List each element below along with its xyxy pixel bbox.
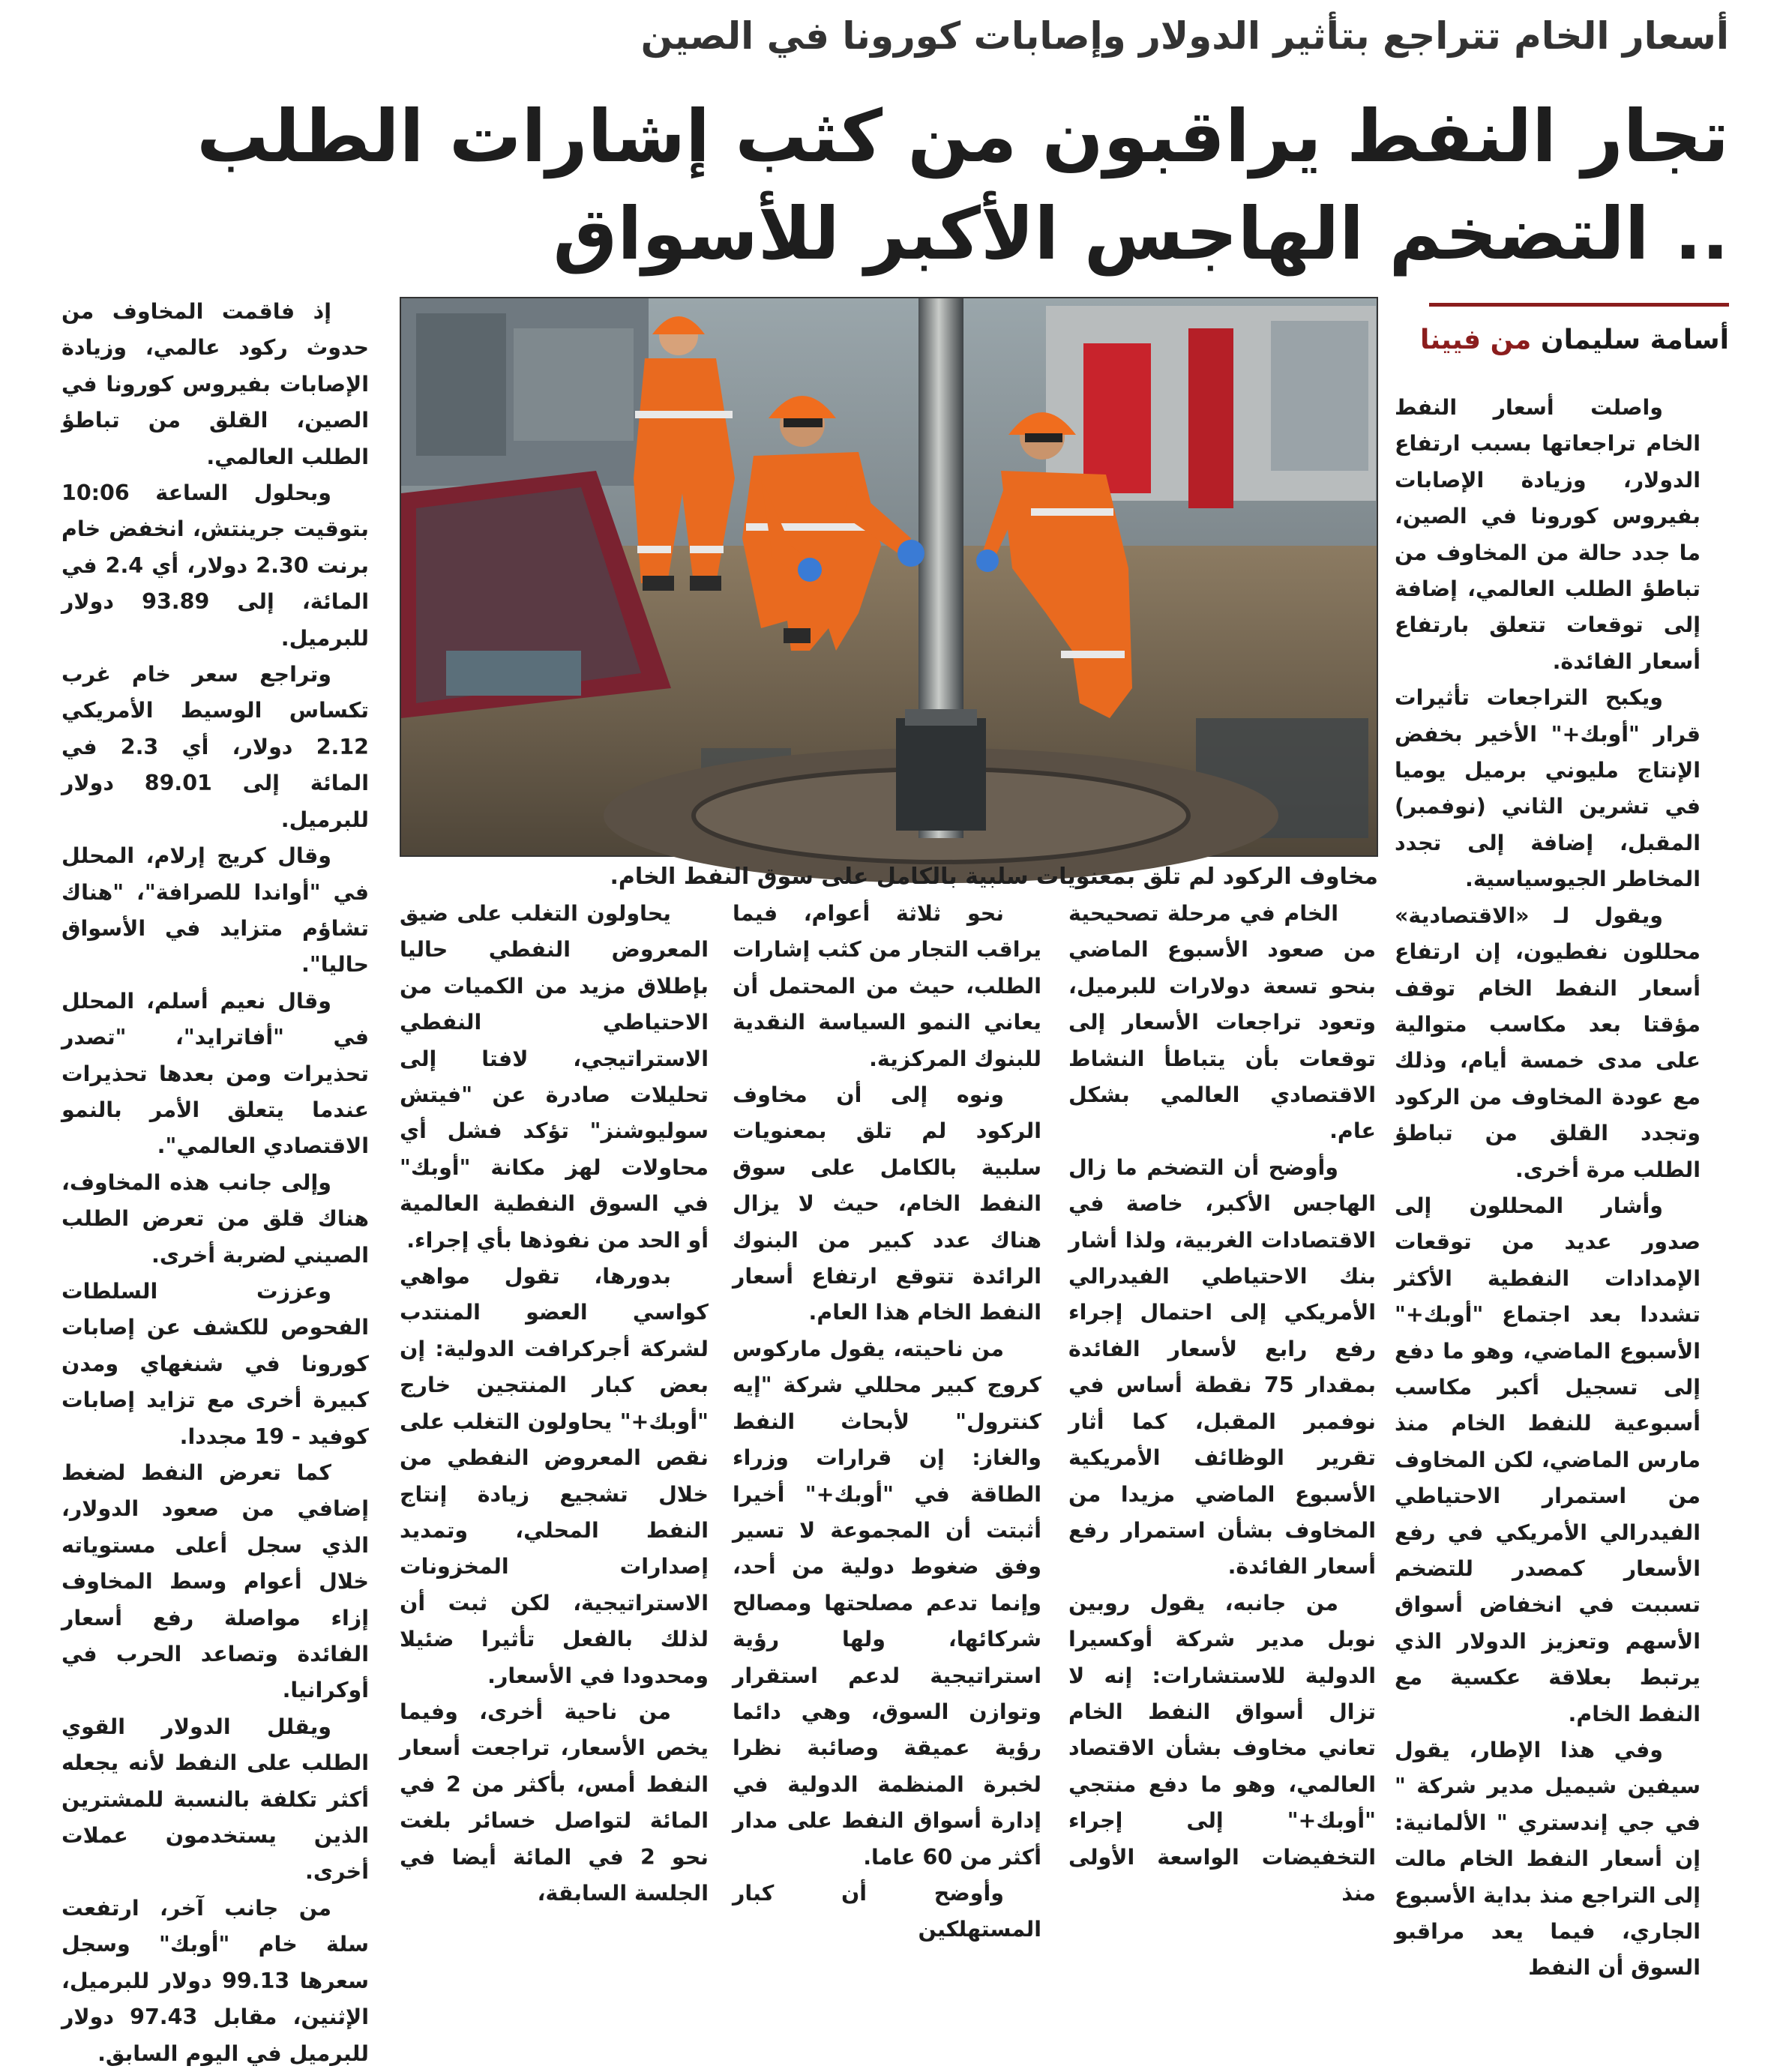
paragraph: وبحلول الساعة 10:06 بتوقيت جرينتش، انخفض خام برنت 2.30 دولار، أي 2.4 في المائة، إلى 93.89 دولار للبرميل.: [61, 481, 369, 651]
byline-location: من فيينا: [1419, 325, 1532, 355]
paragraph: بدورها، تقول مواهي كواسي العضو المنتدب لشركة أجركرافت الدولية: إن بعض كبار المنتجين خارج "أوبك+" يحاولون التغلب على نقص المعروض النفطي من خلال تشجيع زيادة إنتاج النفط المحلي، وتمديد إصدارات المخزونات الاستراتيجية، لكن ثبت أن لذلك بالفعل تأثيرا ضئيلا ومحدودا في الأسعار.: [400, 1264, 709, 1688]
article-column-2: [1068, 896, 1376, 1906]
paragraph: إذ فاقمت المخاوف من حدوث ركود عالمي، وزيادة الإصابات بفيروس كورونا في الصين، القلق من تباطؤ الطلب العالمي.: [61, 299, 369, 469]
paragraph: ويكبح التراجعات تأثيرات قرار "أوبك+" الأخير بخفض الإنتاج مليوني برميل يوميا في تشرين الثاني (نوفمبر) المقبل، إضافة إلى تجدد المخاطر الجيوسياسية.: [1395, 685, 1701, 892]
paragraph: يحاولون التغلب على ضيق المعروض النفطي حاليا بإطلاق مزيد من الكميات من الاحتياطي النفطي الاستراتيجي، لافتا إلى تحليلات صادرة عن "فيتش سوليوشنز" تؤكد فشل أي محاولات لهز مكانة "أوبك" في السوق النفطية العالمية أو الحد من نفوذها بأي إجراء.: [400, 901, 709, 1253]
paragraph: وفي هذا الإطار، يقول سيفين شيميل مدير شركة " في جي إندستري " الألمانية: إن أسعار النفط الخام مالت إلى التراجع منذ بداية الأسبوع الجاري، فيما يعد مراقبو السوق أن النفط: [1395, 1738, 1701, 1981]
byline: [1414, 325, 1729, 355]
paragraph: من ناحية أخرى، وفيما يخص الأسعار، تراجعت أسعار النفط أمس، بأكثر من 2 في المائة لتواصل خسائر بلغت نحو 2 في المائة أيضا في الجلسة السابقة،: [400, 1699, 709, 1906]
photo-caption: مخاوف الركود لم تلق بمعنويات سلبية بالكامل على سوق النفط الخام.: [610, 864, 1378, 890]
paragraph: ونوه إلى أن مخاوف الركود لم تلق بمعنويات سلبية بالكامل على سوق النفط الخام، حيث لا يزال هناك عدد كبير من البنوك الرائدة تتوقع ارتفاع أسعار النفط الخام هذا العام.: [733, 1082, 1041, 1325]
paragraph: وقال نعيم أسلم، المحلل في "أفاترايد"، "تصدر تحذيرات ومن بعدها تحذيرات عندما يتعلق الأمر بالنمو الاقتصادي العالمي".: [61, 988, 369, 1159]
article-photo: [400, 297, 1378, 857]
paragraph: وإلى جانب هذه المخاوف، هناك قلق من تعرض الطلب الصيني لضربة أخرى.: [61, 1169, 369, 1268]
paragraph: وأوضح أن التضخم ما زال الهاجس الأكبر، خاصة في الاقتصادات الغربية، ولذا أشار بنك الاحتياطي الفيدرالي الأمريكي إلى احتمال إجراء رفع رابع لأسعار الفائدة بمقدار 75 نقطة أساس في نوفمبر المقبل، كما أثار تقرير الوظائف الأمريكية الأسبوع الماضي مزيدا من المخاوف بشأن استمرار رفع أسعار الفائدة.: [1068, 1154, 1376, 1579]
paragraph: من جانبه، يقول روبين نوبل مدير شركة أوكسيرا الدولية للاستشارات: إنه لا تزال أسواق النفط الخام تعاني مخاوف بشأن الاقتصاد العالمي، وهو ما دفع منتجي "أوبك+" إلى إجراء التخفيضات الواسعة الأولى منذ: [1068, 1590, 1376, 1906]
article-column-1: [1395, 390, 1701, 1981]
byline-author: أسامة سليمان: [1540, 325, 1729, 355]
article-kicker: أسعار الخام تتراجع بتأثير الدولار وإصابات كورونا في الصين: [640, 14, 1729, 58]
article-headline: تجار النفط يراقبون من كثب إشارات الطلب .. التضخم الهاجس الأكبر للأسواق: [196, 94, 1729, 276]
paragraph: وتراجع سعر خام غرب تكساس الوسيط الأمريكي 2.12 دولار، أي 2.3 في المائة إلى 89.01 دولار للبرميل.: [61, 662, 370, 832]
paragraph: ويقول لـ «الاقتصادية» محللون نفطيون، إن ارتفاع أسعار النفط الخام توقف مؤقتا بعد مكاسب متوالية على مدى خمسة أيام، وذلك مع عودة المخاوف من الركود وتجدد القلق من تباطؤ الطلب مرة أخرى.: [1395, 903, 1701, 1182]
article-column-3: [733, 896, 1041, 1942]
paragraph: من ناحيته، يقول ماركوس كروج كبير محللي شركة "إيه كنترول" لأبحاث النفط والغاز: إن قرارات وزراء الطاقة في "أوبك+" أخيرا أثبتت أن المجموعة لا تسير وفق ضغوط دولية من أحد، وإنما تدعم مصلحتها ومصالح شركائها، ولها رؤية استراتيجية لدعم استقرار وتوازن السوق، وهي دائما رؤية عميقة وصائبة نظرا لخبرة المنظمة الدولية في إدارة أسواق النفط على مدار أكثر من 60 عاما.: [733, 1336, 1041, 1870]
article-column-5: [61, 294, 370, 2066]
paragraph: نحو ثلاثة أعوام، فيما يراقب التجار من كثب إشارات الطلب، حيث من المحتمل أن يعاني النمو السياسة النقدية للبنوك المركزية.: [733, 901, 1041, 1071]
paragraph: وعززت السلطات الفحوص للكشف عن إصابات كورونا في شنغهاي ومدن كبيرة أخرى مع تزايد إصابات كوفيد - 19 مجددا.: [61, 1278, 369, 1449]
article-column-4: [400, 896, 709, 1906]
paragraph: من جانب آخر، ارتفعت سلة خام "أوبك" وسجل سعرها 99.13 دولار للبرميل، الإثنين، مقابل 97.43 دولار للبرميل في اليوم السابق.: [61, 1895, 369, 2066]
paragraph: الخام في مرحلة تصحيحية من صعود الأسبوع الماضي بنحو تسعة دولارات للبرميل، وتعود تراجعات الأسعار إلى توقعات بأن يتباطأ النشاط الاقتصادي العالمي بشكل عام.: [1068, 901, 1376, 1144]
paragraph: وأشار المحللون إلى صدور عديد من توقعات الإمدادات النفطية الأكثر تشددا بعد اجتماع "أوبك+" الأسبوع الماضي، وهو ما دفع إلى تسجيل أكبر مكاسب أسبوعية للنفط الخام منذ مارس الماضي، لكن المخاوف من استمرار الاحتياطي الفيدرالي الأمريكي في رفع الأسعار كمصدر للتضخم تسببت في انخفاض أسواق الأسهم وتعزيز الدولار الذي يرتبط بعلاقة عكسية مع النفط الخام.: [1395, 1193, 1701, 1726]
byline-divider: [1429, 303, 1729, 307]
paragraph: ويقلل الدولار القوي الطلب على النفط لأنه يجعله أكثر تكلفة بالنسبة للمشترين الذين يستخدمون عملات أخرى.: [61, 1714, 369, 1885]
paragraph: وقال كريج إرلام، المحلل في "أواندا للصرافة"، "هناك تشاؤم متزايد في الأسواق حاليا".: [61, 843, 369, 978]
paragraph: وأوضح أن كبار المستهلكين: [733, 1880, 1041, 1942]
paragraph: واصلت أسعار النفط الخام تراجعاتها بسبب ارتفاع الدولار، وزيادة الإصابات بفيروس كورونا في الصين، ما جدد حالة من المخاوف من تباطؤ الطلب العالمي، إضافة إلى توقعات تتعلق بارتفاع أسعار الفائدة.: [1395, 395, 1701, 674]
paragraph: كما تعرض النفط لضغط إضافي من صعود الدولار، الذي سجل أعلى مستوياته خلال أعوام وسط المخاوف إزاء مواصلة رفع أسعار الفائدة وتصاعد الحرب في أوكرانيا.: [61, 1460, 369, 1703]
